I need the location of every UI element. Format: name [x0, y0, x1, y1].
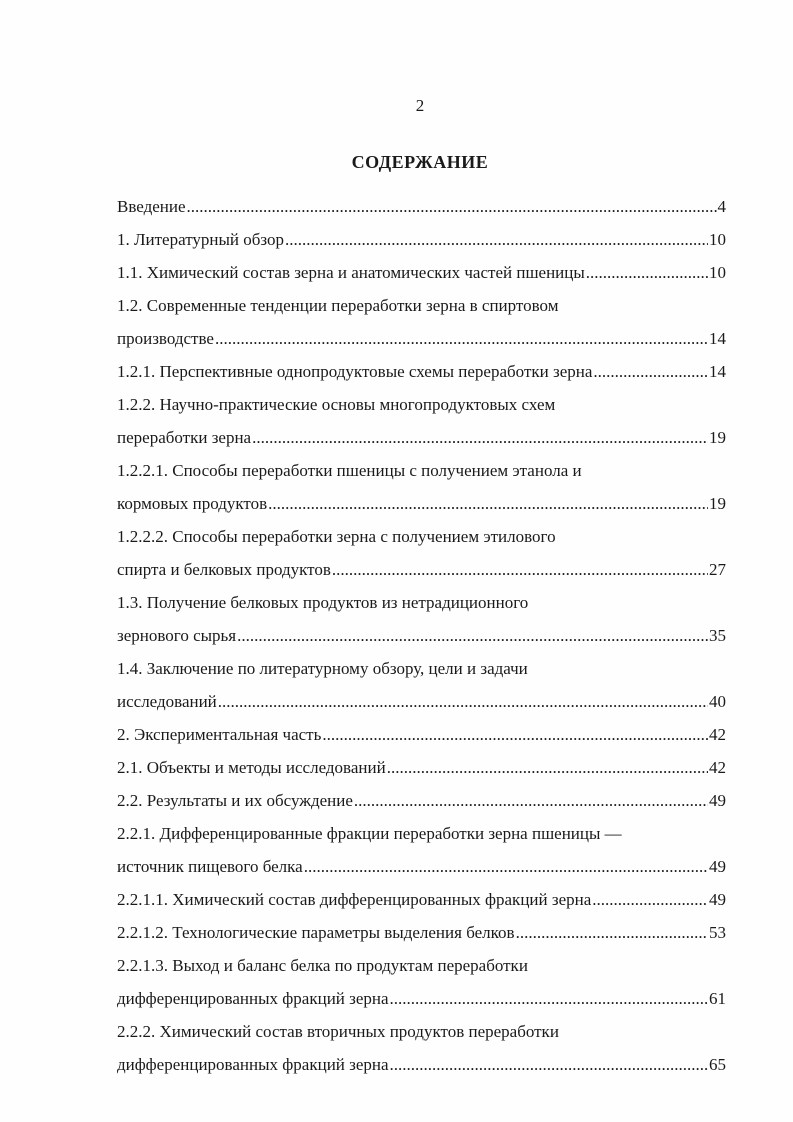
toc-leader-dots	[237, 619, 708, 652]
toc-leader-dots	[593, 355, 708, 388]
toc-entry	[117, 718, 726, 751]
toc-entry-page: 42	[709, 725, 726, 744]
toc-entry	[117, 1048, 726, 1081]
toc-entry	[117, 586, 726, 619]
toc-leader-dots	[215, 322, 708, 355]
toc-entry-page: 4	[717, 197, 726, 216]
toc-entry	[117, 355, 726, 388]
toc-leader-dots	[252, 421, 708, 454]
toc-entry-page: 10	[709, 230, 726, 249]
toc-entry-page: 14	[709, 362, 726, 381]
toc-entry-title: 2.2.1.3. Выход и баланс белка по продуктам переработки	[117, 956, 528, 975]
toc-entry	[117, 652, 726, 685]
toc-leader-dots	[390, 982, 708, 1015]
toc-entry-title: исследований	[117, 692, 217, 711]
toc-entry-title: 2.2.1.2. Технологические параметры выделения белков	[117, 923, 515, 942]
toc-entry-page: 10	[709, 263, 726, 282]
toc-leader-dots	[586, 256, 708, 289]
toc-entry-title: 2.2.1. Дифференцированные фракции переработки зерна пшеницы —	[117, 824, 622, 843]
toc-entry-page: 53	[709, 923, 726, 942]
toc-title: СОДЕРЖАНИЕ	[351, 152, 489, 172]
toc-leader-dots	[218, 685, 708, 718]
toc-entry	[117, 553, 726, 586]
toc-entry-page: 14	[709, 329, 726, 348]
toc-leader-dots	[387, 751, 708, 784]
toc-leader-dots	[322, 718, 708, 751]
toc-entry-page: 40	[709, 692, 726, 711]
toc-entry-title: 1.2.1. Перспективные однопродуктовые схемы переработки зерна	[117, 362, 593, 381]
toc-entry-page: 35	[709, 626, 726, 645]
toc-entry-title: 1.1. Химический состав зерна и анатомических частей пшеницы	[117, 263, 585, 282]
toc-leader-dots	[332, 553, 708, 586]
toc-entry	[117, 421, 726, 454]
toc-entry-title: 1.2.2. Научно-практические основы многопродуктовых схем	[117, 395, 556, 414]
toc-entry	[117, 916, 726, 949]
toc-entry	[117, 520, 726, 553]
toc-entry	[117, 784, 726, 817]
toc-entry-page: 65	[709, 1055, 726, 1074]
toc-entry-page: 61	[709, 989, 726, 1008]
toc-entry-title: 2. Экспериментальная часть	[117, 725, 322, 744]
toc-entry	[117, 487, 726, 520]
toc-entry-title: зернового сырья	[117, 626, 237, 645]
toc-entry-title: производстве	[117, 329, 214, 348]
toc-entry-page: 49	[709, 890, 726, 909]
toc-entry	[117, 256, 726, 289]
toc-leader-dots	[354, 784, 708, 817]
toc-entry-title: 2.2. Результаты и их обсуждение	[117, 791, 353, 810]
toc-entry	[117, 685, 726, 718]
toc-entry-title: дифференцированных фракций зерна	[117, 989, 389, 1008]
toc-entry	[117, 289, 726, 322]
toc-entry-title: дифференцированных фракций зерна	[117, 1055, 389, 1074]
toc-entry-title: источник пищевого белка	[117, 857, 303, 876]
toc-entry	[117, 949, 726, 982]
toc-entry	[117, 322, 726, 355]
toc-entry	[117, 190, 726, 223]
toc-entry	[117, 850, 726, 883]
toc-entry	[117, 223, 726, 256]
toc-leader-dots	[390, 1048, 708, 1081]
toc-entry-title: переработки зерна	[117, 428, 252, 447]
toc-entry-title: 1.2.2.1. Способы переработки пшеницы с получением этанола и	[117, 461, 582, 480]
toc-entry-title: 1.3. Получение белковых продуктов из нетрадиционного	[117, 593, 529, 612]
toc-entry-title: 1.2.2.2. Способы переработки зерна с получением этилового	[117, 527, 556, 546]
toc-entry	[117, 619, 726, 652]
toc-entry-title: спирта и белковых продуктов	[117, 560, 331, 579]
toc-entry	[117, 454, 726, 487]
toc-entry	[117, 817, 726, 850]
toc-entry-title: 2.1. Объекты и методы исследований	[117, 758, 386, 777]
toc-entry-page: 19	[709, 428, 726, 447]
toc-leader-dots	[187, 190, 717, 223]
toc-entry-title: 1. Литературный обзор	[117, 230, 285, 249]
toc-entry-title: 2.2.2. Химический состав вторичных продуктов переработки	[117, 1022, 559, 1041]
page-number: 2	[415, 96, 425, 115]
toc-entry-page: 42	[709, 758, 726, 777]
toc-entry	[117, 1015, 726, 1048]
toc-entry-title: Введение	[117, 197, 186, 216]
table-of-contents	[117, 190, 726, 1081]
toc-entry-page: 27	[709, 560, 726, 579]
toc-leader-dots	[285, 223, 708, 256]
toc-leader-dots	[304, 850, 708, 883]
toc-entry-page: 19	[709, 494, 726, 513]
toc-entry-title: 2.2.1.1. Химический состав дифференцированных фракций зерна	[117, 890, 592, 909]
toc-leader-dots	[592, 883, 708, 916]
toc-entry-title: 1.4. Заключение по литературному обзору, цели и задачи	[117, 659, 528, 678]
toc-entry-title: 1.2. Современные тенденции переработки зерна в спиртовом	[117, 296, 559, 315]
toc-entry-page: 49	[709, 791, 726, 810]
toc-entry	[117, 388, 726, 421]
toc-leader-dots	[268, 487, 708, 520]
toc-entry	[117, 883, 726, 916]
toc-entry	[117, 982, 726, 1015]
toc-entry-page: 49	[709, 857, 726, 876]
toc-entry-title: кормовых продуктов	[117, 494, 268, 513]
toc-leader-dots	[516, 916, 708, 949]
toc-entry	[117, 751, 726, 784]
